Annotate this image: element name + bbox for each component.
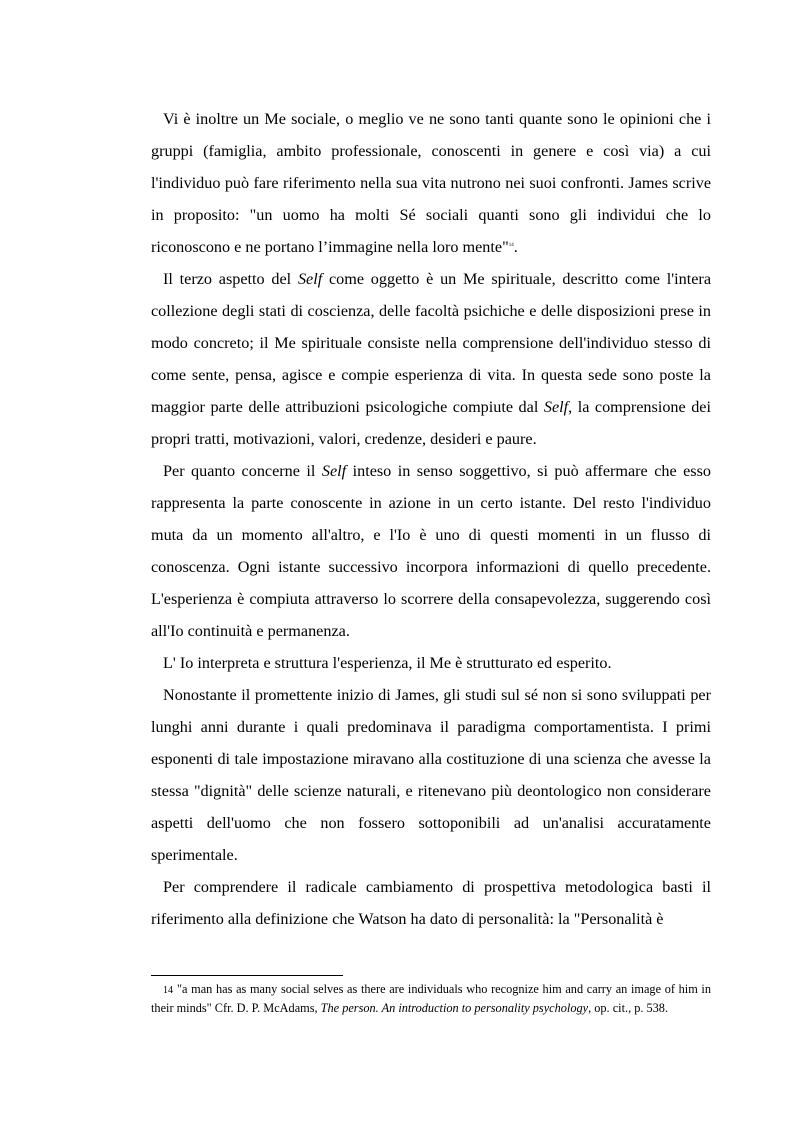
text-run: Il terzo aspetto del [163, 270, 298, 288]
italic-term: Self [297, 270, 323, 288]
footnote [151, 981, 711, 1016]
text-run: inteso in senso soggettivo, si può affermare che esso rappresenta la parte conoscente in azione in un certo istante. Del resto l'individuo muta da un momento all'altro, e l'Io è uno di questi momenti in un flusso di conoscenza. Ogni istante successivo incorpora informazioni di quello precedente. L'esperienza è compiuta attraverso lo scorrere della consapevolezza, suggerendo così all'Io continuità e permanenza. [151, 462, 711, 640]
italic-term: Self [543, 398, 569, 416]
italic-term: The person. An introduction to personality psychology [320, 1000, 589, 1015]
text-run: Vi è inoltre un Me sociale, o meglio ve ne sono tanti quante sono le opinioni che i gruppi (famiglia, ambito professionale, conoscenti in genere e così via) a cui l'individuo può fare riferimento nella sua vita nutrono nei suoi confronti. James scrive in proposito: "un uomo ha molti Sé sociali quanti sono gli individui che lo riconoscono e ne portano l’immagine nella loro mente" [151, 110, 711, 256]
paragraph [151, 263, 711, 455]
text-run: Per quanto concerne il [163, 462, 322, 480]
italic-term: Self [321, 462, 347, 480]
paragraph [151, 871, 711, 935]
text-run: L' Io interpreta e struttura l'esperienza, il Me è strutturato ed esperito. [163, 654, 612, 672]
paragraph [151, 647, 711, 679]
text-run: Nonostante il promettente inizio di James, gli studi sul sé non si sono sviluppati per lunghi anni durante i quali predominava il paradigma comportamentista. I primi esponenti di tale impostazione miravano alla costituzione di una scienza che avesse la stessa "dignità" delle scienze naturali, e ritenevano più deontologico non considerare aspetti dell'uomo che non fossero sottoponibili ad un'analisi accuratamente sperimentale. [151, 686, 711, 864]
paragraph [151, 679, 711, 871]
footnote-text [151, 982, 711, 1015]
footnote-separator [151, 975, 343, 976]
body-text [151, 103, 711, 935]
text-run: Per comprendere il radicale cambiamento di prospettiva metodologica basti il riferimento alla definizione che Watson ha dato di personalità: la "Personalità è [151, 878, 711, 928]
footnote-number: 14 [163, 985, 173, 996]
paragraph [151, 103, 711, 263]
text-run: , op. cit., p. 538. [588, 1000, 669, 1015]
text-run: . [513, 238, 518, 256]
text-run: , la comprensione dei propri tratti, motivazioni, valori, credenze, desideri e paure. [151, 398, 711, 448]
text-run: come oggetto è un Me spirituale, descritto come l'intera collezione degli stati di coscienza, delle facoltà psichiche e delle disposizioni prese in modo concreto; il Me spirituale consiste nella comprensione dell'individuo stesso di come sente, pensa, agisce e compie esperienza di vita. In questa sede sono poste la maggior parte delle attribuzioni psicologiche compiute dal [151, 270, 711, 416]
text-run: "a man has as many social selves as there are individuals who recognize him and carry an image of him in their minds" Cfr. D. P. McAdams, [151, 982, 711, 1015]
paragraph [151, 455, 711, 647]
footnote-ref: 14 [508, 243, 514, 248]
